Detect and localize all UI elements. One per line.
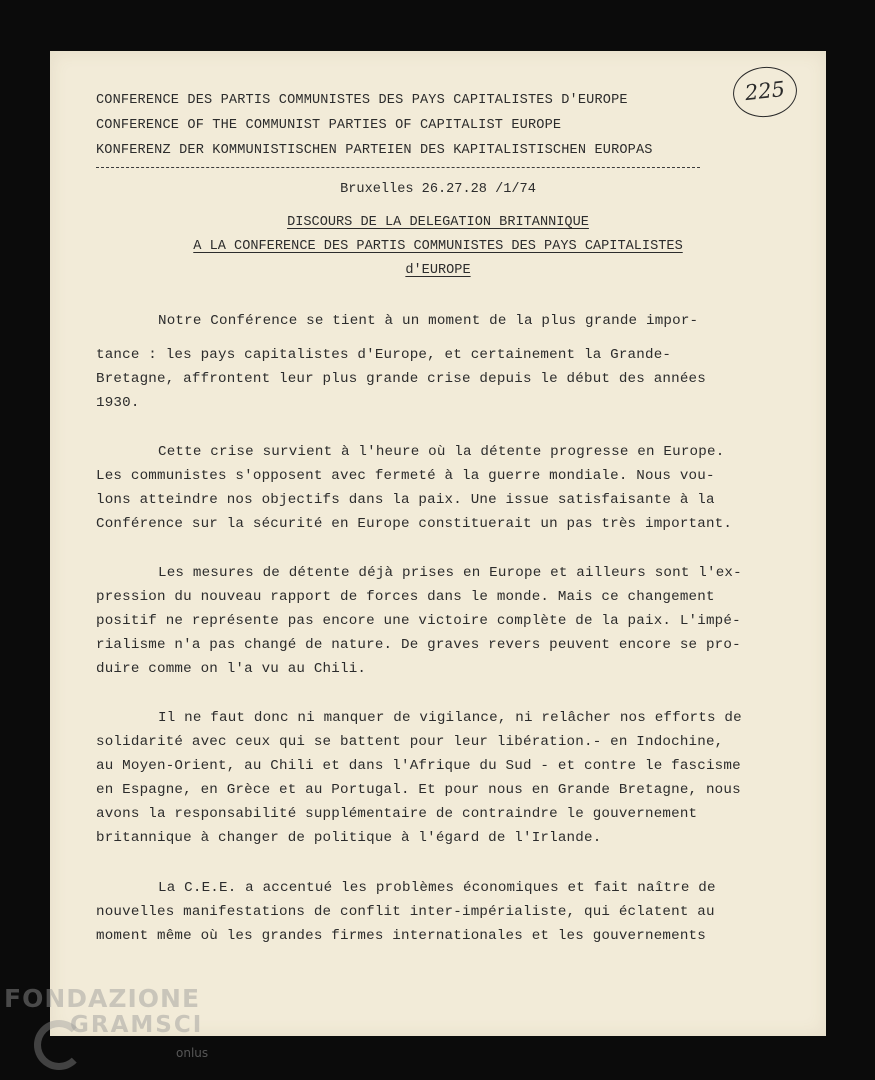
paragraph-4-line-5: avons la responsabilité supplémentaire de contraindre le gouvernement	[96, 806, 698, 822]
document-page	[50, 51, 826, 1036]
paragraph-1-line-2: tance : les pays capitalistes d'Europe, et certainement la Grande-	[96, 347, 672, 363]
archive-number: 225	[743, 76, 787, 106]
document-title-line-1: DISCOURS DE LA DELEGATION BRITANNIQUE	[287, 215, 589, 230]
watermark-line-1: FONDAZIONE	[4, 984, 201, 1013]
header-french: CONFERENCE DES PARTIS COMMUNISTES DES PAYS CAPITALISTES D'EUROPE	[96, 93, 628, 108]
document-title-line-2: A LA CONFERENCE DES PARTIS COMMUNISTES DES PAYS CAPITALISTES	[193, 239, 683, 254]
document-title-line-3: d'EUROPE	[405, 263, 471, 278]
watermark-line-3: onlus	[176, 1046, 209, 1060]
paragraph-4-line-4: en Espagne, en Grèce et au Portugal. Et pour nous en Grande Bretagne, nous	[96, 782, 741, 798]
paragraph-1-line-3: Bretagne, affrontent leur plus grande crise depuis le début des années	[96, 371, 706, 387]
paragraph-1-line-1: Notre Conférence se tient à un moment de la plus grande impor-	[158, 313, 699, 329]
paragraph-5-line-1: La C.E.E. a accentué les problèmes économiques et fait naître de	[158, 880, 716, 896]
paragraph-2-line-2: Les communistes s'opposent avec fermeté à la guerre mondiale. Nous vou-	[96, 468, 715, 484]
watermark-line-2: GRAMSCI	[70, 1012, 204, 1038]
paragraph-5-line-3: moment même où les grandes firmes internationales et les gouvernements	[96, 928, 706, 944]
paragraph-3-line-3: positif ne représente pas encore une victoire complète de la paix. L'impé-	[96, 613, 741, 629]
header-divider	[96, 167, 700, 168]
paragraph-4-line-3: au Moyen-Orient, au Chili et dans l'Afrique du Sud - et contre le fascisme	[96, 758, 741, 774]
paragraph-4-line-2: solidarité avec ceux qui se battent pour leur libération.- en Indochine,	[96, 734, 724, 750]
header-german: KONFERENZ DER KOMMUNISTISCHEN PARTEIEN DES KAPITALISTISCHEN EUROPAS	[96, 143, 653, 158]
header-english: CONFERENCE OF THE COMMUNIST PARTIES OF CAPITALIST EUROPE	[96, 118, 562, 133]
paragraph-1-line-4: 1930.	[96, 395, 140, 411]
paragraph-5-line-2: nouvelles manifestations de conflit inter-impérialiste, qui éclatent au	[96, 904, 715, 920]
paragraph-4-line-1: Il ne faut donc ni manquer de vigilance, ni relâcher nos efforts de	[158, 710, 742, 726]
paragraph-3-line-5: duire comme on l'a vu au Chili.	[96, 661, 367, 677]
paragraph-2-line-4: Conférence sur la sécurité en Europe constituerait un pas très important.	[96, 516, 733, 532]
dateline: Bruxelles 26.27.28 /1/74	[340, 182, 536, 197]
paragraph-2-line-1: Cette crise survient à l'heure où la détente progresse en Europe.	[158, 444, 725, 460]
paragraph-4-line-6: britannique à changer de politique à l'égard de l'Irlande.	[96, 830, 602, 846]
paragraph-3-line-2: pression du nouveau rapport de forces dans le monde. Mais ce changement	[96, 589, 715, 605]
paragraph-2-line-3: lons atteindre nos objectifs dans la paix. Une issue satisfaisante à la	[96, 492, 715, 508]
archive-number-stamp	[731, 64, 800, 120]
paragraph-3-line-1: Les mesures de détente déjà prises en Europe et ailleurs sont l'ex-	[158, 565, 742, 581]
paragraph-3-line-4: rialisme n'a pas changé de nature. De graves revers peuvent encore se pro-	[96, 637, 741, 653]
